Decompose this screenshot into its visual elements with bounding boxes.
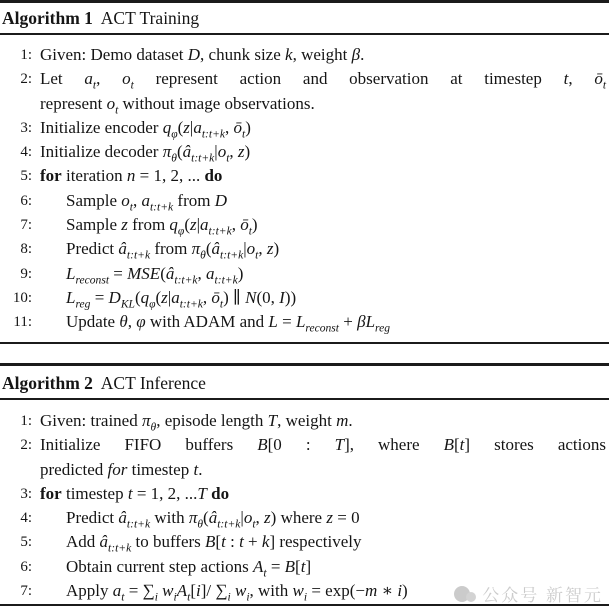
- line-content: [40, 310, 609, 334]
- text-segment: m: [336, 411, 349, 430]
- algorithm-1-line-4: [0, 116, 609, 140]
- text-segment: o: [121, 190, 130, 210]
- text-segment: t:t+k: [179, 297, 203, 311]
- text-segment: â: [99, 532, 109, 552]
- text-segment: t: [300, 556, 306, 576]
- text-segment: |: [189, 117, 194, 137]
- text-segment: Predict: [66, 508, 119, 528]
- line-content: [40, 530, 609, 554]
- line-number: 7:: [20, 583, 32, 600]
- algorithm-1-line-10: [0, 262, 609, 286]
- text-segment: t: [193, 459, 199, 479]
- text-segment: , with: [249, 581, 293, 601]
- text-segment: Sample: [66, 215, 122, 235]
- algorithm-1-line-1: [0, 43, 609, 67]
- line-content: [40, 116, 609, 140]
- text-segment: w: [234, 581, 247, 601]
- text-segment: t:t+k: [126, 517, 151, 531]
- text-segment: B: [284, 556, 296, 576]
- text-segment: reg: [375, 321, 390, 335]
- text-segment: B: [257, 435, 268, 455]
- algorithm-1-line-3: [0, 92, 609, 116]
- text-segment: o: [217, 142, 227, 162]
- text-segment: A: [176, 581, 188, 601]
- text-segment: i: [154, 590, 158, 604]
- text-segment: t: [115, 102, 119, 116]
- text-segment: ∗: [377, 581, 398, 601]
- algorithm-1-bottom-rule: [0, 342, 609, 344]
- text-segment: [: [190, 581, 196, 601]
- text-segment: .: [360, 45, 365, 64]
- text-segment: i: [303, 590, 308, 604]
- text-segment: from: [127, 215, 170, 235]
- text-segment: t:t+k: [220, 248, 244, 262]
- text-segment: (: [203, 508, 209, 528]
- text-segment: .: [348, 411, 353, 430]
- text-segment: t:t+k: [174, 273, 198, 287]
- text-segment: (: [177, 117, 184, 137]
- text-segment: ], where: [344, 435, 444, 455]
- text-segment: represent: [40, 93, 107, 113]
- algorithm-2-title: [0, 366, 609, 398]
- text-segment: Initialize encoder: [40, 117, 163, 137]
- text-segment: θ: [200, 248, 206, 262]
- line-number: 1:: [20, 413, 32, 429]
- text-segment: φ: [149, 297, 156, 311]
- line-number: 2:: [20, 437, 32, 454]
- line-content: [40, 237, 609, 261]
- text-segment: t: [563, 69, 569, 89]
- text-segment: a: [171, 287, 180, 307]
- text-segment: ō: [211, 287, 220, 307]
- text-segment: [: [295, 556, 301, 576]
- text-segment: B: [443, 435, 454, 455]
- line-number: 11:: [13, 314, 32, 331]
- text-segment: ): [402, 581, 408, 601]
- text-segment: i: [173, 590, 177, 604]
- text-segment: with ADAM and: [145, 312, 269, 332]
- text-segment: to buffers: [131, 532, 206, 552]
- algorithm-2-body: [0, 400, 609, 604]
- text-segment: ): [273, 239, 280, 259]
- text-segment: t: [127, 483, 133, 503]
- text-segment: ]/ ∑: [200, 581, 228, 601]
- text-segment: Obtain current step actions: [66, 556, 253, 576]
- line-number: 7:: [20, 217, 32, 234]
- text-segment: t: [226, 151, 230, 165]
- text-segment: n: [126, 166, 136, 186]
- text-segment: z: [121, 215, 128, 235]
- line-number: 5:: [20, 168, 32, 185]
- text-segment: φ: [136, 312, 146, 332]
- text-segment: o: [122, 69, 131, 89]
- text-segment: A: [252, 556, 264, 576]
- text-segment: w: [292, 581, 304, 601]
- text-segment: t:t+k: [201, 127, 225, 141]
- text-segment: z: [264, 508, 271, 528]
- text-segment: ,: [132, 190, 142, 210]
- line-number: 5:: [20, 534, 32, 551]
- line-number: 6:: [20, 558, 32, 575]
- text-segment: o: [243, 508, 253, 528]
- text-segment: Apply: [66, 581, 113, 601]
- text-segment: t:t+k: [149, 200, 174, 214]
- text-segment: â: [182, 142, 192, 162]
- algorithm-2-line-1: [0, 409, 609, 433]
- text-segment: +: [339, 312, 358, 332]
- text-segment: |: [167, 287, 172, 307]
- text-segment: ō: [240, 215, 249, 235]
- line-number: 8:: [20, 241, 32, 258]
- text-segment: ,: [225, 117, 234, 137]
- text-segment: ): [244, 142, 251, 162]
- text-segment: ] stores actions: [464, 435, 606, 455]
- algorithm-2-line-4: [0, 482, 609, 506]
- text-segment: β: [357, 312, 366, 332]
- line-content: [40, 189, 609, 213]
- text-segment: w: [162, 581, 174, 601]
- algorithm-2-label: Algorithm 2: [2, 373, 93, 393]
- line-content: [40, 92, 609, 116]
- algorithm-2-name: ACT Inference: [100, 373, 206, 393]
- line-content: [40, 458, 609, 482]
- text-segment: for: [40, 483, 62, 503]
- line-content: [40, 67, 609, 91]
- text-segment: t: [121, 590, 125, 604]
- text-segment: k: [285, 45, 293, 64]
- text-segment: i: [397, 581, 403, 601]
- text-segment: ō: [233, 117, 242, 137]
- text-segment: = ∑: [124, 581, 155, 601]
- algorithm-2-block: [0, 363, 609, 606]
- text-segment: t: [130, 78, 134, 92]
- text-segment: = exp(−: [307, 581, 365, 601]
- text-segment: ,: [229, 142, 238, 162]
- text-segment: θ: [119, 312, 128, 332]
- text-segment: Update: [66, 312, 120, 332]
- text-segment: = 1, 2, ...: [132, 483, 198, 503]
- line-number: 1:: [20, 47, 32, 63]
- text-segment: o: [106, 93, 116, 113]
- text-segment: ]: [305, 556, 312, 576]
- text-segment: t:t+k: [126, 248, 151, 262]
- text-segment: k: [261, 532, 270, 552]
- text-segment: +: [243, 532, 262, 552]
- text-segment: φ: [171, 127, 178, 141]
- text-segment: reconst: [75, 273, 110, 287]
- text-segment: (: [184, 215, 190, 235]
- text-segment: ) ∥: [223, 287, 246, 307]
- text-segment: a: [206, 263, 215, 283]
- text-segment: T: [267, 411, 278, 430]
- text-segment: t: [242, 127, 246, 141]
- text-segment: t: [252, 517, 256, 531]
- text-segment: I: [279, 287, 285, 307]
- text-segment: θ: [171, 151, 177, 165]
- text-segment: do: [204, 166, 223, 186]
- line-content: [40, 555, 609, 579]
- text-segment: =: [109, 263, 128, 283]
- line-content: [40, 262, 609, 286]
- text-segment: t:t+k: [214, 273, 238, 287]
- text-segment: ): [237, 263, 244, 283]
- line-content: [40, 164, 609, 188]
- text-segment: a: [200, 215, 209, 235]
- text-segment: Sample: [66, 190, 122, 210]
- line-number: 3:: [20, 119, 32, 136]
- text-segment: N: [245, 287, 257, 307]
- text-segment: t:t+k: [217, 517, 241, 531]
- line-content: [40, 213, 609, 237]
- text-segment: , weight: [292, 45, 352, 64]
- text-segment: , episode length: [156, 411, 268, 430]
- text-segment: t: [92, 78, 97, 92]
- text-segment: z: [326, 508, 333, 528]
- text-segment: a: [141, 190, 150, 210]
- text-segment: reg: [75, 297, 91, 311]
- text-segment: (: [176, 142, 183, 162]
- text-segment: MSE: [127, 263, 161, 283]
- text-segment: t: [263, 566, 267, 580]
- text-segment: θ: [197, 517, 204, 531]
- text-segment: â: [118, 508, 127, 528]
- text-segment: q: [140, 287, 150, 307]
- text-segment: B: [205, 532, 216, 552]
- text-segment: , weight: [277, 411, 337, 430]
- text-segment: L: [66, 263, 76, 283]
- algorithm-1-line-12: [0, 310, 609, 334]
- text-segment: |: [240, 508, 244, 528]
- text-segment: i: [196, 581, 201, 601]
- text-segment: â: [211, 239, 221, 259]
- text-segment: D: [214, 190, 227, 210]
- line-number: 4:: [20, 510, 32, 527]
- text-segment: iteration: [61, 166, 127, 186]
- text-segment: z: [266, 239, 274, 259]
- text-segment: m: [364, 581, 378, 601]
- text-segment: Predict: [66, 239, 119, 259]
- algorithm-2-line-2: [0, 433, 609, 457]
- text-segment: (: [205, 239, 212, 259]
- text-segment: (0,: [256, 287, 280, 307]
- line-content: [40, 409, 609, 433]
- line-number: 9:: [20, 265, 32, 282]
- text-segment: = 1, 2, ...: [135, 166, 205, 186]
- text-segment: a: [84, 69, 93, 89]
- text-segment: φ: [177, 224, 185, 238]
- algorithm-2-line-8: [0, 579, 609, 603]
- text-segment: t: [221, 532, 226, 552]
- text-segment: D: [187, 45, 201, 64]
- algorithm-1-line-2: [0, 67, 609, 91]
- text-segment: [: [215, 532, 222, 552]
- line-number: 2:: [20, 71, 32, 88]
- text-segment: o: [246, 239, 256, 259]
- text-segment: with: [150, 508, 189, 528]
- text-segment: Initialize decoder: [40, 142, 163, 162]
- algorithm-2-line-3: [0, 458, 609, 482]
- algorithm-1-title: [0, 3, 609, 33]
- text-segment: L: [268, 312, 278, 332]
- text-segment: π: [191, 239, 201, 259]
- text-segment: :: [225, 532, 240, 552]
- text-segment: L: [295, 312, 306, 332]
- text-segment: ) where: [270, 508, 327, 528]
- text-segment: T: [334, 435, 345, 455]
- text-segment: from: [173, 190, 215, 210]
- text-segment: â: [165, 263, 175, 283]
- text-segment: Initialize FIFO buffers: [40, 435, 258, 455]
- text-segment: t:t+k: [208, 224, 232, 238]
- text-segment: π: [141, 411, 151, 430]
- line-number: 6:: [20, 192, 32, 209]
- text-segment: ,: [258, 239, 267, 259]
- text-segment: |: [196, 215, 201, 235]
- text-segment: q: [162, 117, 172, 137]
- text-segment: Given: trained: [40, 411, 142, 430]
- text-segment: |: [214, 142, 218, 162]
- text-segment: ): [245, 117, 251, 137]
- text-segment: t: [129, 200, 133, 214]
- text-segment: π: [162, 142, 172, 162]
- algorithm-1-line-11: [0, 286, 609, 310]
- text-segment: for: [107, 459, 128, 479]
- line-content: [40, 140, 609, 164]
- text-segment: =: [266, 556, 285, 576]
- text-segment: z: [189, 215, 197, 235]
- line-content: [40, 43, 609, 67]
- text-segment: t: [459, 435, 465, 455]
- line-content: [40, 579, 609, 603]
- text-segment: θ: [150, 420, 157, 434]
- text-segment: ,: [202, 287, 212, 307]
- text-segment: (: [160, 263, 166, 283]
- text-segment: T: [197, 483, 207, 503]
- algorithm-2-line-6: [0, 530, 609, 554]
- line-number: 10:: [12, 289, 32, 306]
- text-segment: Let: [40, 69, 85, 89]
- text-segment: ,: [197, 263, 207, 283]
- text-segment: Add: [66, 532, 100, 552]
- line-content: [40, 482, 609, 506]
- text-segment: Given: Demo dataset: [40, 45, 188, 64]
- text-segment: q: [169, 215, 178, 235]
- text-segment: t: [239, 532, 244, 552]
- algorithm-2-line-7: [0, 555, 609, 579]
- text-segment: â: [208, 508, 218, 528]
- text-segment: = 0: [332, 508, 360, 528]
- algorithm-2-bottom-rule: [0, 604, 609, 606]
- text-segment: ō: [594, 69, 603, 89]
- algorithm-1-line-9: [0, 237, 609, 261]
- text-segment: |: [243, 239, 247, 259]
- line-content: [40, 286, 609, 310]
- line-number: 3:: [20, 485, 32, 502]
- algorithm-1-line-6: [0, 164, 609, 188]
- text-segment: from: [150, 239, 192, 259]
- text-segment: z: [237, 142, 245, 162]
- line-content: [40, 506, 609, 530]
- algorithm-1-name: ACT Training: [100, 8, 200, 28]
- text-segment: [0 :: [267, 435, 335, 455]
- watermark-text: 公众号 新智元: [482, 586, 603, 605]
- text-segment: L: [365, 312, 376, 332]
- text-segment: )): [284, 287, 297, 307]
- line-content: [40, 433, 609, 457]
- text-segment: ,: [231, 215, 241, 235]
- text-segment: L: [66, 287, 76, 307]
- line-number: 4:: [20, 144, 32, 161]
- text-segment: a: [193, 117, 202, 137]
- text-segment: i: [246, 590, 250, 604]
- text-segment: z: [161, 287, 168, 307]
- text-segment: t:t+k: [108, 541, 132, 555]
- text-segment: (: [155, 287, 162, 307]
- text-segment: for: [40, 166, 62, 186]
- text-segment: timestep: [61, 483, 128, 503]
- algorithm-1-label: Algorithm 1: [2, 8, 93, 28]
- text-segment: t: [255, 248, 259, 262]
- text-segment: do: [211, 483, 230, 503]
- text-segment: D: [108, 287, 121, 307]
- text-segment: reconst: [305, 321, 339, 335]
- text-segment: t: [248, 224, 252, 238]
- text-segment: timestep: [127, 459, 194, 479]
- text-segment: t: [187, 590, 191, 604]
- text-segment: represent action and observation at timestep: [133, 69, 564, 89]
- text-segment: .: [198, 459, 203, 479]
- text-segment: β: [351, 45, 361, 64]
- text-segment: without image observations.: [118, 93, 315, 113]
- text-segment: t: [602, 78, 607, 92]
- text-segment: ,: [255, 508, 265, 528]
- text-segment: ] respectively: [269, 532, 362, 552]
- text-segment: KL: [120, 297, 135, 311]
- text-segment: a: [112, 581, 122, 601]
- text-segment: =: [90, 287, 109, 307]
- algorithm-1-line-5: [0, 140, 609, 164]
- text-segment: i: [227, 590, 231, 604]
- text-segment: z: [183, 117, 190, 137]
- algorithm-2-line-5: [0, 506, 609, 530]
- text-segment: (: [134, 287, 141, 307]
- text-segment: ,: [127, 312, 137, 332]
- text-segment: =: [277, 312, 296, 332]
- algorithm-1-line-7: [0, 189, 609, 213]
- text-segment: t: [219, 297, 224, 311]
- text-segment: , chunk size: [200, 45, 286, 64]
- text-segment: ,: [568, 69, 595, 89]
- text-segment: [: [454, 435, 460, 455]
- text-segment: ,: [96, 69, 123, 89]
- text-segment: π: [188, 508, 198, 528]
- text-segment: predicted: [40, 459, 108, 479]
- text-segment: ): [251, 215, 258, 235]
- text-segment: â: [118, 239, 127, 259]
- text-segment: t:t+k: [191, 151, 215, 165]
- algorithm-1-body: [0, 35, 609, 342]
- algorithm-1-line-8: [0, 213, 609, 237]
